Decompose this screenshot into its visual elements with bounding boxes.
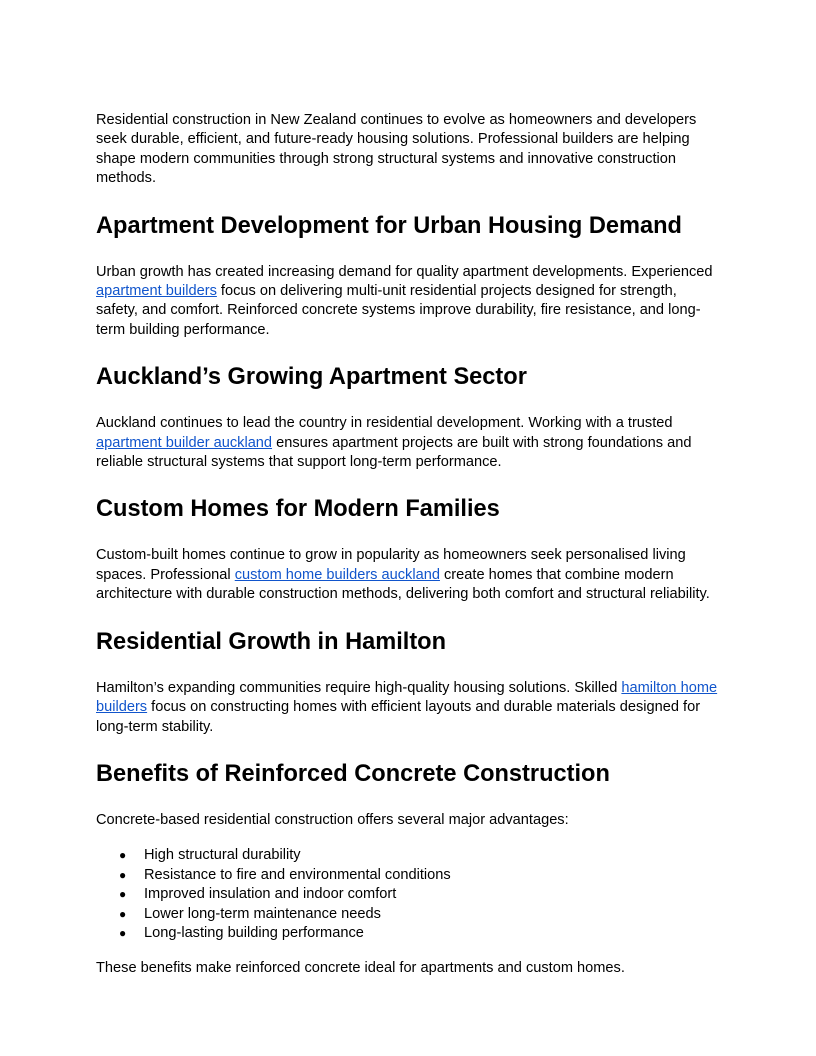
list-item-text: Resistance to fire and environmental conditions <box>144 866 451 883</box>
paragraph-text: create homes that combine modern architecture with durable construction methods, delivering both comfort and structural reliability. <box>96 566 710 603</box>
list-item-text: Improved insulation and indoor comfort <box>144 886 397 903</box>
heading-apartment-development: Apartment Development for Urban Housing Demand <box>96 212 682 239</box>
paragraph-text: Urban growth has created increasing demand for quality apartment developments. Experienced <box>96 263 713 280</box>
paragraph-text: Custom-built homes continue to grow in popularity as homeowners seek personalised living spaces. Professional <box>96 547 686 583</box>
bullet-icon: ● <box>119 906 127 921</box>
bullet-icon: ● <box>119 925 127 940</box>
bullet-icon: ● <box>119 867 127 882</box>
intro-paragraph: Residential construction in New Zealand continues to evolve as homeowners and developers seek durable, efficient, and future-ready housing solutions. Professional builders are helping shape modern communities through strong structural systems and innovative construction methods. <box>96 112 697 187</box>
benefits-list <box>96 846 720 943</box>
list-item-text: Lower long-term maintenance needs <box>144 905 381 922</box>
link-apartment-builders[interactable]: apartment builders <box>96 283 217 300</box>
heading-benefits: Benefits of Reinforced Concrete Construction <box>96 760 610 787</box>
paragraph-text: Hamilton’s expanding communities require high-quality housing solutions. Skilled <box>96 679 622 696</box>
paragraph-auckland-apartment-sector <box>96 414 720 472</box>
list-item-text: Long-lasting building performance <box>144 924 364 941</box>
heading-custom-homes: Custom Homes for Modern Families <box>96 496 500 523</box>
heading-hamilton-growth: Residential Growth in Hamilton <box>96 628 447 655</box>
bullet-icon: ● <box>119 887 127 902</box>
bullet-icon: ● <box>119 848 127 863</box>
paragraph-apartment-development <box>96 263 720 341</box>
paragraph-custom-homes <box>96 546 720 604</box>
link-custom-home-builders-auckland[interactable]: custom home builders auckland <box>234 566 440 583</box>
list-item <box>96 924 720 943</box>
link-hamilton-home-builders[interactable]: hamilton home builders <box>96 679 718 716</box>
paragraph-hamilton-growth <box>96 679 720 737</box>
heading-auckland-apartment-sector: Auckland’s Growing Apartment Sector <box>96 364 527 391</box>
benefits-intro: Concrete-based residential construction offers several major advantages: <box>96 811 569 828</box>
paragraph-text: Auckland continues to lead the country in residential development. Working with a trusted <box>96 415 673 432</box>
list-item <box>96 846 720 865</box>
list-item <box>96 905 720 924</box>
paragraph-text: focus on constructing homes with efficient layouts and durable materials designed for long-term stability. <box>96 699 701 735</box>
benefits-conclusion: These benefits make reinforced concrete ideal for apartments and custom homes. <box>96 960 625 977</box>
paragraph-text: focus on delivering multi-unit residential projects designed for strength, safety, and comfort. Reinforced concrete systems improve durability, fire resistance, and long-term building performance. <box>96 283 701 338</box>
paragraph-text: ensures apartment projects are built with strong foundations and reliable structural systems that support long-term performance. <box>96 434 692 471</box>
list-item <box>96 866 720 885</box>
list-item-text: High structural durability <box>144 847 301 864</box>
list-item <box>96 885 720 904</box>
link-apartment-builder-auckland[interactable]: apartment builder auckland <box>96 434 273 451</box>
